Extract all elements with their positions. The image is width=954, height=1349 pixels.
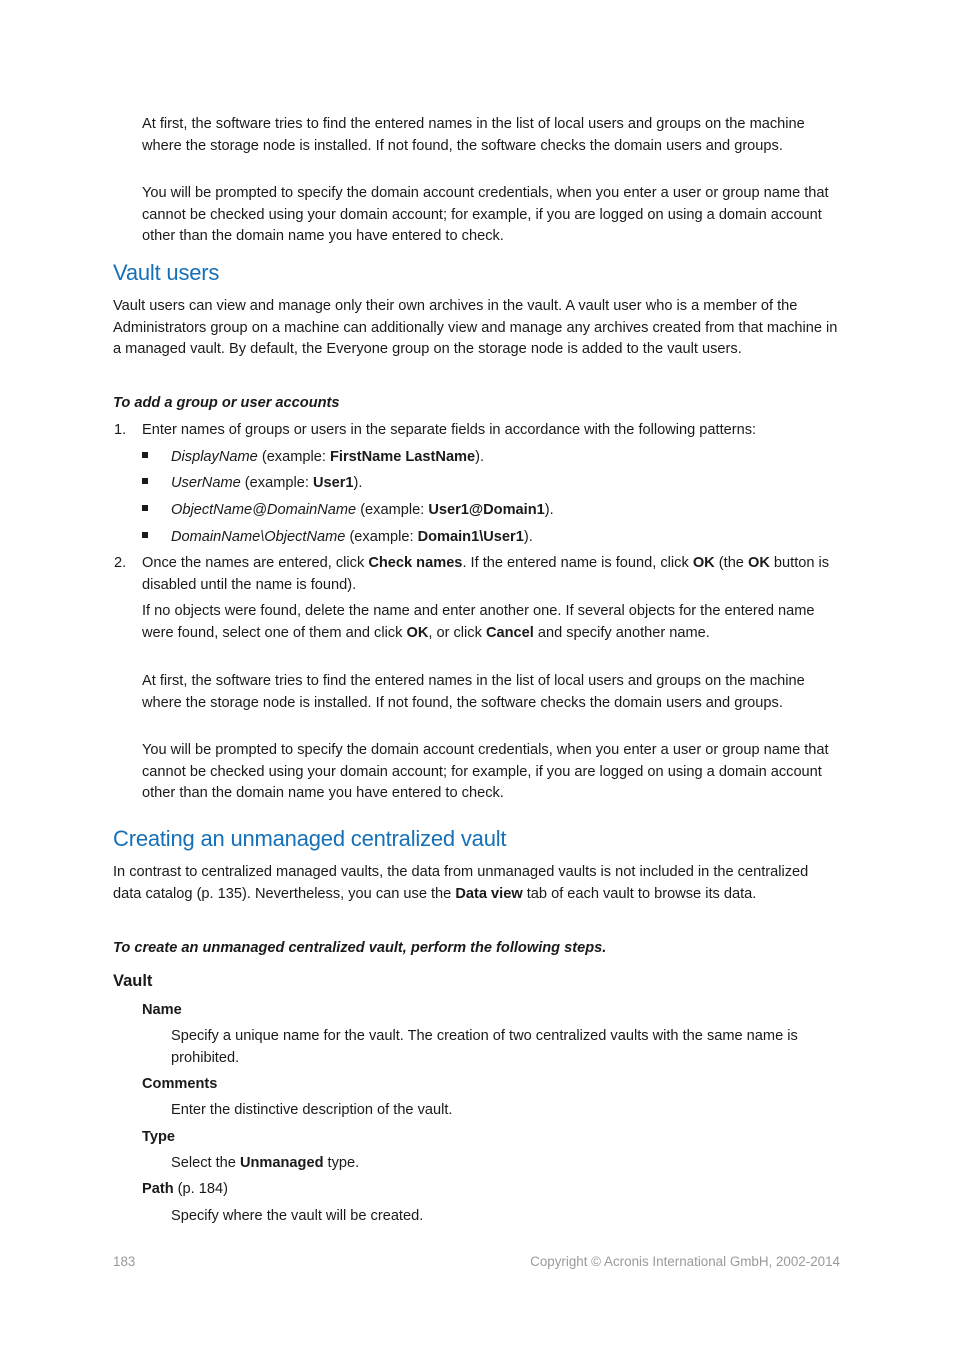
page-number: 183 (113, 1254, 136, 1269)
add-accounts-procedure-title: To add a group or user accounts (113, 395, 340, 411)
bullet-icon (142, 478, 148, 484)
intro-paragraph-1: At first, the software tries to find the entered names in the list of local users and groups on the machine where the storage node is installed. If not found, the software checks the domain users and groups. (142, 116, 805, 154)
step-2-number: 2. (114, 555, 127, 571)
bullet-icon (142, 505, 148, 511)
step-1-number: 1. (114, 422, 127, 438)
vault-users-heading: Vault users (113, 260, 220, 285)
copyright-notice: Copyright © Acronis International GmbH, 2002-2014 (530, 1254, 840, 1269)
comments-label: Comments (142, 1076, 218, 1092)
unmanaged-vault-paragraph: In contrast to centralized managed vaults, the data from unmanaged vaults is not included in the centralized data catalog (p. 135). Nevertheless, you can use the Data view tab of each vault to browse its data. (113, 864, 809, 902)
step-2-paragraph-3: At first, the software tries to find the entered names in the list of local users and groups on the machine where the storage node is installed. If not found, the software checks the domain users and groups. (142, 673, 805, 711)
pattern-object-at-domain: ObjectName@DomainName (example: User1@Domain1). (171, 502, 554, 518)
type-label: Type (142, 1129, 175, 1145)
intro-paragraph-2: You will be prompted to specify the domain account credentials, when you enter a user or group name that cannot be checked using your domain account; for example, if you are logged on using a domain account other than the domain name you have entered to check. (142, 185, 829, 244)
pattern-domain-object: DomainName\ObjectName (example: Domain1\User1). (171, 529, 533, 545)
step-1-text: Enter names of groups or users in the separate fields in accordance with the following patterns: (142, 422, 757, 438)
unmanaged-vault-heading: Creating an unmanaged centralized vault (113, 826, 507, 851)
create-vault-procedure-title: To create an unmanaged centralized vault, perform the following steps. (113, 940, 607, 956)
path-description: Specify where the vault will be created. (171, 1208, 424, 1224)
comments-description: Enter the distinctive description of the vault. (171, 1102, 453, 1118)
pattern-user-name: UserName (example: User1). (171, 475, 363, 491)
path-label: Path (p. 184) (142, 1181, 228, 1197)
type-description: Select the Unmanaged type. (171, 1155, 360, 1171)
vault-users-paragraph: Vault users can view and manage only their own archives in the vault. A vault user who is a member of the Administrators group on a machine can additionally view and manage any archives created from that machine in a managed vault. By default, the Everyone group on the storage node is added to the vault users. (113, 298, 838, 357)
name-description: Specify a unique name for the vault. The creation of two centralized vaults with the same name is prohibited. (171, 1028, 798, 1066)
step-2-paragraph-4: You will be prompted to specify the domain account credentials, when you enter a user or group name that cannot be checked using your domain account; for example, if you are logged on using a domain account other than the domain name you have entered to check. (142, 742, 829, 801)
bullet-icon (142, 532, 148, 538)
path-page-reference[interactable]: (p. 184) (173, 1181, 228, 1197)
vault-section-title: Vault (113, 972, 153, 990)
step-2-paragraph-2: If no objects were found, delete the name and enter another one. If several objects for the entered name were found, select one of them and click OK, or click Cancel and specify another name. (142, 603, 815, 641)
bullet-icon (142, 452, 148, 458)
step-2-text: Once the names are entered, click Check names. If the entered name is found, click OK (the OK button is disabled until the name is found). (142, 555, 830, 593)
name-label: Name (142, 1002, 182, 1018)
pattern-display-name: DisplayName (example: FirstName LastName). (171, 449, 485, 465)
